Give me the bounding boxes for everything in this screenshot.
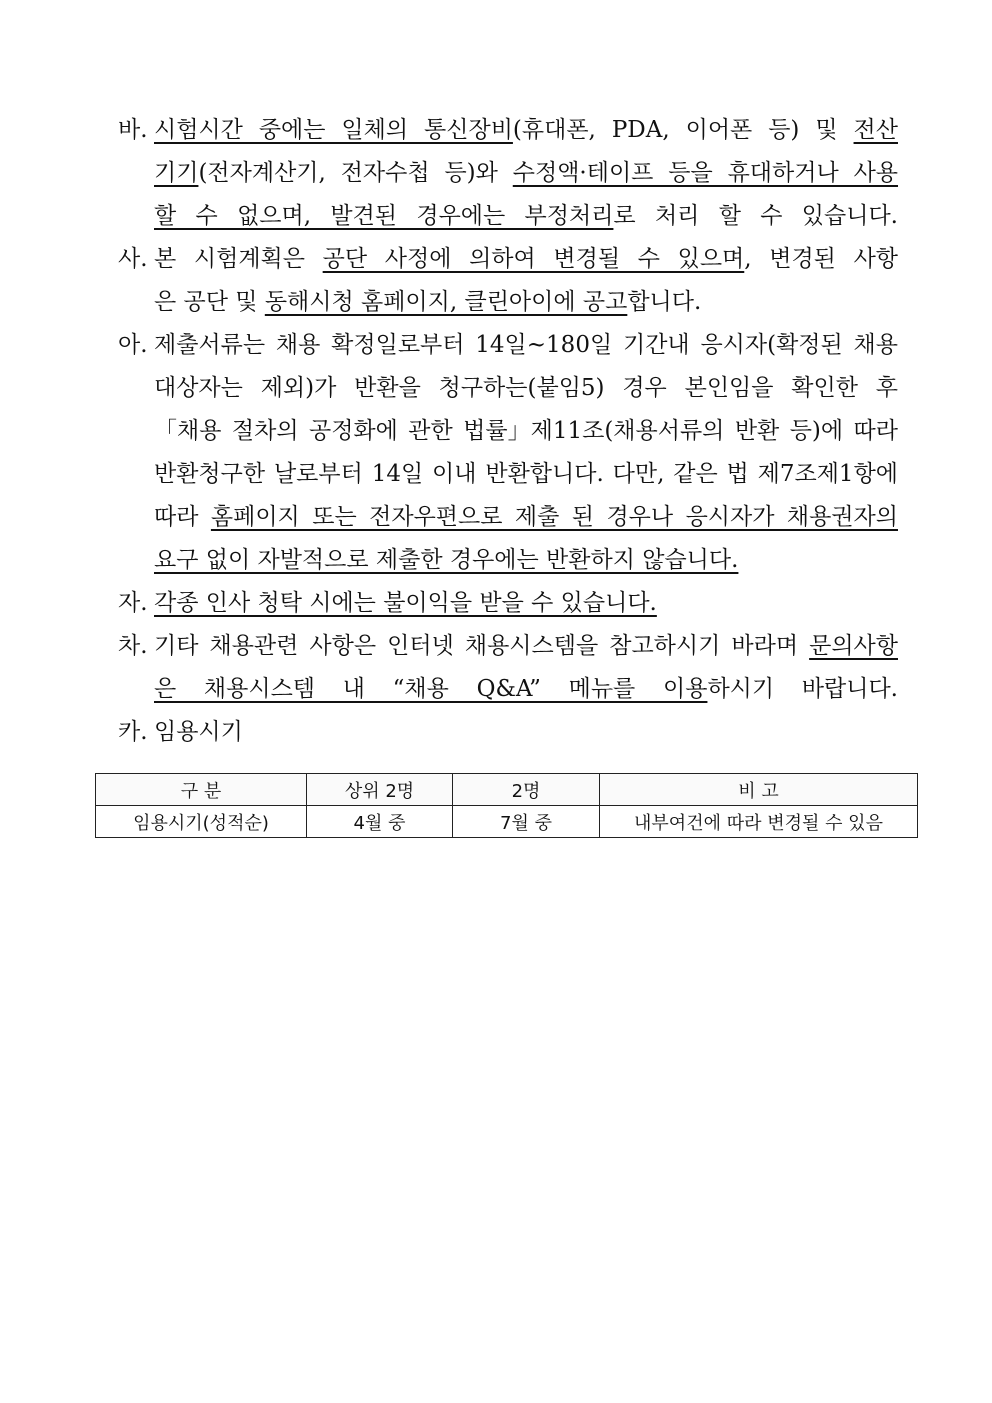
item-marker: 바.: [118, 117, 148, 143]
text-line: [154, 669, 898, 709]
underlined-text: 홈페이지 또는 전자우편으로 제출 된 경우나 응시자가 채용권자의: [210, 504, 898, 530]
table-header-row: [96, 774, 918, 806]
text-segment: 로 처리 할 수 있습니다.: [613, 203, 898, 229]
table-row: [96, 806, 918, 838]
text-segment: 임용시기: [154, 719, 243, 745]
text-line: [154, 196, 898, 236]
text-segment: (휴대폰, PDA, 이어폰 등) 및: [512, 117, 854, 143]
underlined-text: 시험시간 중에는 일체의 통신장비: [154, 117, 513, 143]
text-line: [118, 325, 898, 365]
text-segment: 「채용 절차의 공정화에 관한 법률」제11조(채용서류의 반환 등)에 따라: [154, 418, 898, 444]
text-line: [154, 454, 898, 494]
cell-remarks: 내부여건에 따라 변경될 수 있음: [600, 806, 918, 838]
underlined-text: 할 수 없으며, 발견된 경우에는 부정처리: [154, 203, 614, 229]
header-category: 구 분: [96, 774, 307, 806]
text-segment: , 변경된 사항: [744, 246, 899, 272]
underlined-text: 수정액·테이프 등을 휴대하거나 사용: [512, 160, 899, 186]
item-marker: 카.: [118, 719, 148, 745]
text-line: [118, 626, 898, 666]
item-marker: 아.: [118, 332, 148, 358]
text-segment: (전자계산기, 전자수첩 등)와: [198, 160, 513, 186]
cell-category: 임용시기(성적순): [96, 806, 307, 838]
text-segment: 기타 채용관련 사항은 인터넷 채용시스템을 참고하시기 바라며: [154, 633, 810, 659]
text-segment: 합니다.: [627, 289, 702, 315]
underlined-text: 문의사항: [809, 633, 898, 659]
text-segment: 하시기 바랍니다.: [707, 676, 898, 702]
text-line: [154, 368, 898, 408]
item-marker: 자.: [118, 590, 148, 616]
text-line: [154, 411, 898, 451]
text-segment: 본 시험계획은: [154, 246, 323, 272]
header-2: 2명: [453, 774, 600, 806]
text-line: [118, 712, 243, 752]
text-line: [118, 583, 657, 623]
underlined-text: 기기: [154, 160, 199, 186]
text-line: [154, 540, 738, 580]
text-segment: 은 공단 및: [154, 289, 265, 315]
underlined-text: 공단 사정에 의하여 변경될 수 있으며: [322, 246, 745, 272]
item-marker: 차.: [118, 633, 148, 659]
text-line: [154, 497, 898, 537]
text-segment: 반환청구한 날로부터 14일 이내 반환합니다. 다만, 같은 법 제7조제1항에: [154, 461, 898, 487]
cell-top2: 4월 중: [307, 806, 453, 838]
underlined-text: 요구 없이 자발적으로 제출한 경우에는 반환하지 않습니다.: [154, 547, 739, 573]
text-line: [154, 153, 898, 193]
appointment-schedule-table: [95, 773, 918, 838]
header-remarks: 비 고: [600, 774, 918, 806]
underlined-text: 동해시청 홈페이지, 클린아이에 공고: [264, 289, 628, 315]
header-top2: 상위 2명: [307, 774, 453, 806]
text-line: [118, 239, 898, 279]
text-segment: 대상자는 제외)가 반환을 청구하는(붙임5) 경우 본인임을 확인한 후: [154, 375, 898, 401]
text-segment: 따라: [154, 504, 211, 530]
underlined-text: 각종 인사 청탁 시에는 불이익을 받을 수 있습니다.: [154, 590, 657, 616]
cell-2: 7월 중: [453, 806, 600, 838]
underlined-text: 은 채용시스템 내 “채용 Q&A” 메뉴를 이용: [154, 676, 708, 702]
underlined-text: 전산: [853, 117, 898, 143]
text-line: [118, 110, 898, 150]
item-marker: 사.: [118, 246, 148, 272]
text-segment: 제출서류는 채용 확정일로부터 14일~180일 기간내 응시자(확정된 채용: [154, 332, 898, 358]
text-line: [154, 282, 701, 322]
